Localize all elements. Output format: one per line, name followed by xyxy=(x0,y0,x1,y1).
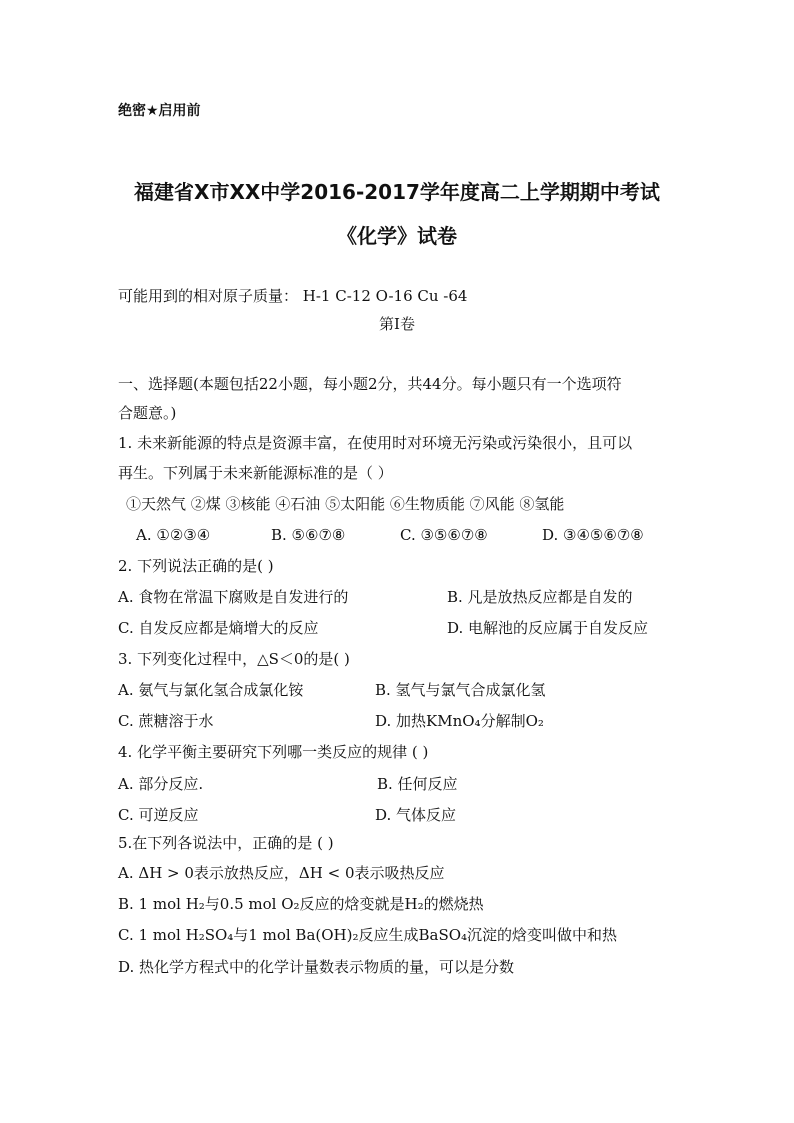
confidential-label: 绝密★启用前 xyxy=(118,103,201,119)
question-2-stem: 2. 下列说法正确的是( ) xyxy=(118,557,274,575)
question-1-option-b: B. ⑤⑥⑦⑧ xyxy=(271,526,346,544)
question-5-option-a: A. ΔH > 0表示放热反应，ΔH < 0表示吸热反应 xyxy=(118,864,445,882)
volume-label: 第Ⅰ卷 xyxy=(379,315,415,333)
question-2-option-c: C. 自发反应都是熵增大的反应 xyxy=(118,619,319,637)
atomic-masses: 可能用到的相对原子质量： H-1 C-12 O-16 Cu -64 xyxy=(118,287,468,305)
question-4-option-b: B. 任何反应 xyxy=(377,775,458,793)
question-3-option-b: B. 氢气与氯气合成氯化氢 xyxy=(375,681,546,699)
question-2-option-a: A. 食物在常温下腐败是自发进行的 xyxy=(118,588,349,606)
question-4-stem: 4. 化学平衡主要研究下列哪一类反应的规律 ( ) xyxy=(118,743,429,761)
question-3-option-d: D. 加热KMnO₄分解制O₂ xyxy=(375,712,544,730)
question-2-option-b: B. 凡是放热反应都是自发的 xyxy=(447,588,633,606)
question-1-stem-line1: 1. 未来新能源的特点是资源丰富，在使用时对环境无污染或污染很小，且可以 xyxy=(118,434,633,452)
question-3-stem: 3. 下列变化过程中，△S＜0的是( ) xyxy=(118,650,350,668)
exam-subtitle: 《化学》试卷 xyxy=(337,224,457,248)
question-4-option-d: D. 气体反应 xyxy=(375,806,457,824)
question-2-option-d: D. 电解池的反应属于自发反应 xyxy=(447,619,649,637)
question-4-option-a: A. 部分反应. xyxy=(118,775,204,793)
question-5-option-d: D. 热化学方程式中的化学计量数表示物质的量，可以是分数 xyxy=(118,958,515,976)
section-intro-line1: 一、选择题(本题包括22小题，每小题2分，共44分。每小题只有一个选项符 xyxy=(118,375,622,393)
question-1-items: ①天然气 ②煤 ③核能 ④石油 ⑤太阳能 ⑥生物质能 ⑦风能 ⑧氢能 xyxy=(126,495,565,513)
exam-title: 福建省X市XX中学2016-2017学年度高二上学期期中考试 xyxy=(134,180,660,204)
question-1-option-d: D. ③④⑤⑥⑦⑧ xyxy=(542,526,644,544)
question-3-option-c: C. 蔗糖溶于水 xyxy=(118,712,214,730)
question-5-option-c: C. 1 mol H₂SO₄与1 mol Ba(OH)₂反应生成BaSO₄沉淀的焓变叫做中和热 xyxy=(118,926,618,944)
question-5-stem: 5.在下列各说法中，正确的是 ( ) xyxy=(118,834,334,852)
question-5-option-b: B. 1 mol H₂与0.5 mol O₂反应的焓变就是H₂的燃烧热 xyxy=(118,895,484,913)
question-1-option-a: A. ①②③④ xyxy=(136,526,211,544)
question-4-option-c: C. 可逆反应 xyxy=(118,806,199,824)
question-3-option-a: A. 氨气与氯化氢合成氯化铵 xyxy=(118,681,304,699)
question-1-stem-line2: 再生。下列属于未来新能源标准的是（ ） xyxy=(118,464,393,482)
question-1-option-c: C. ③⑤⑥⑦⑧ xyxy=(400,526,488,544)
section-intro-line2: 合题意。) xyxy=(118,404,177,422)
